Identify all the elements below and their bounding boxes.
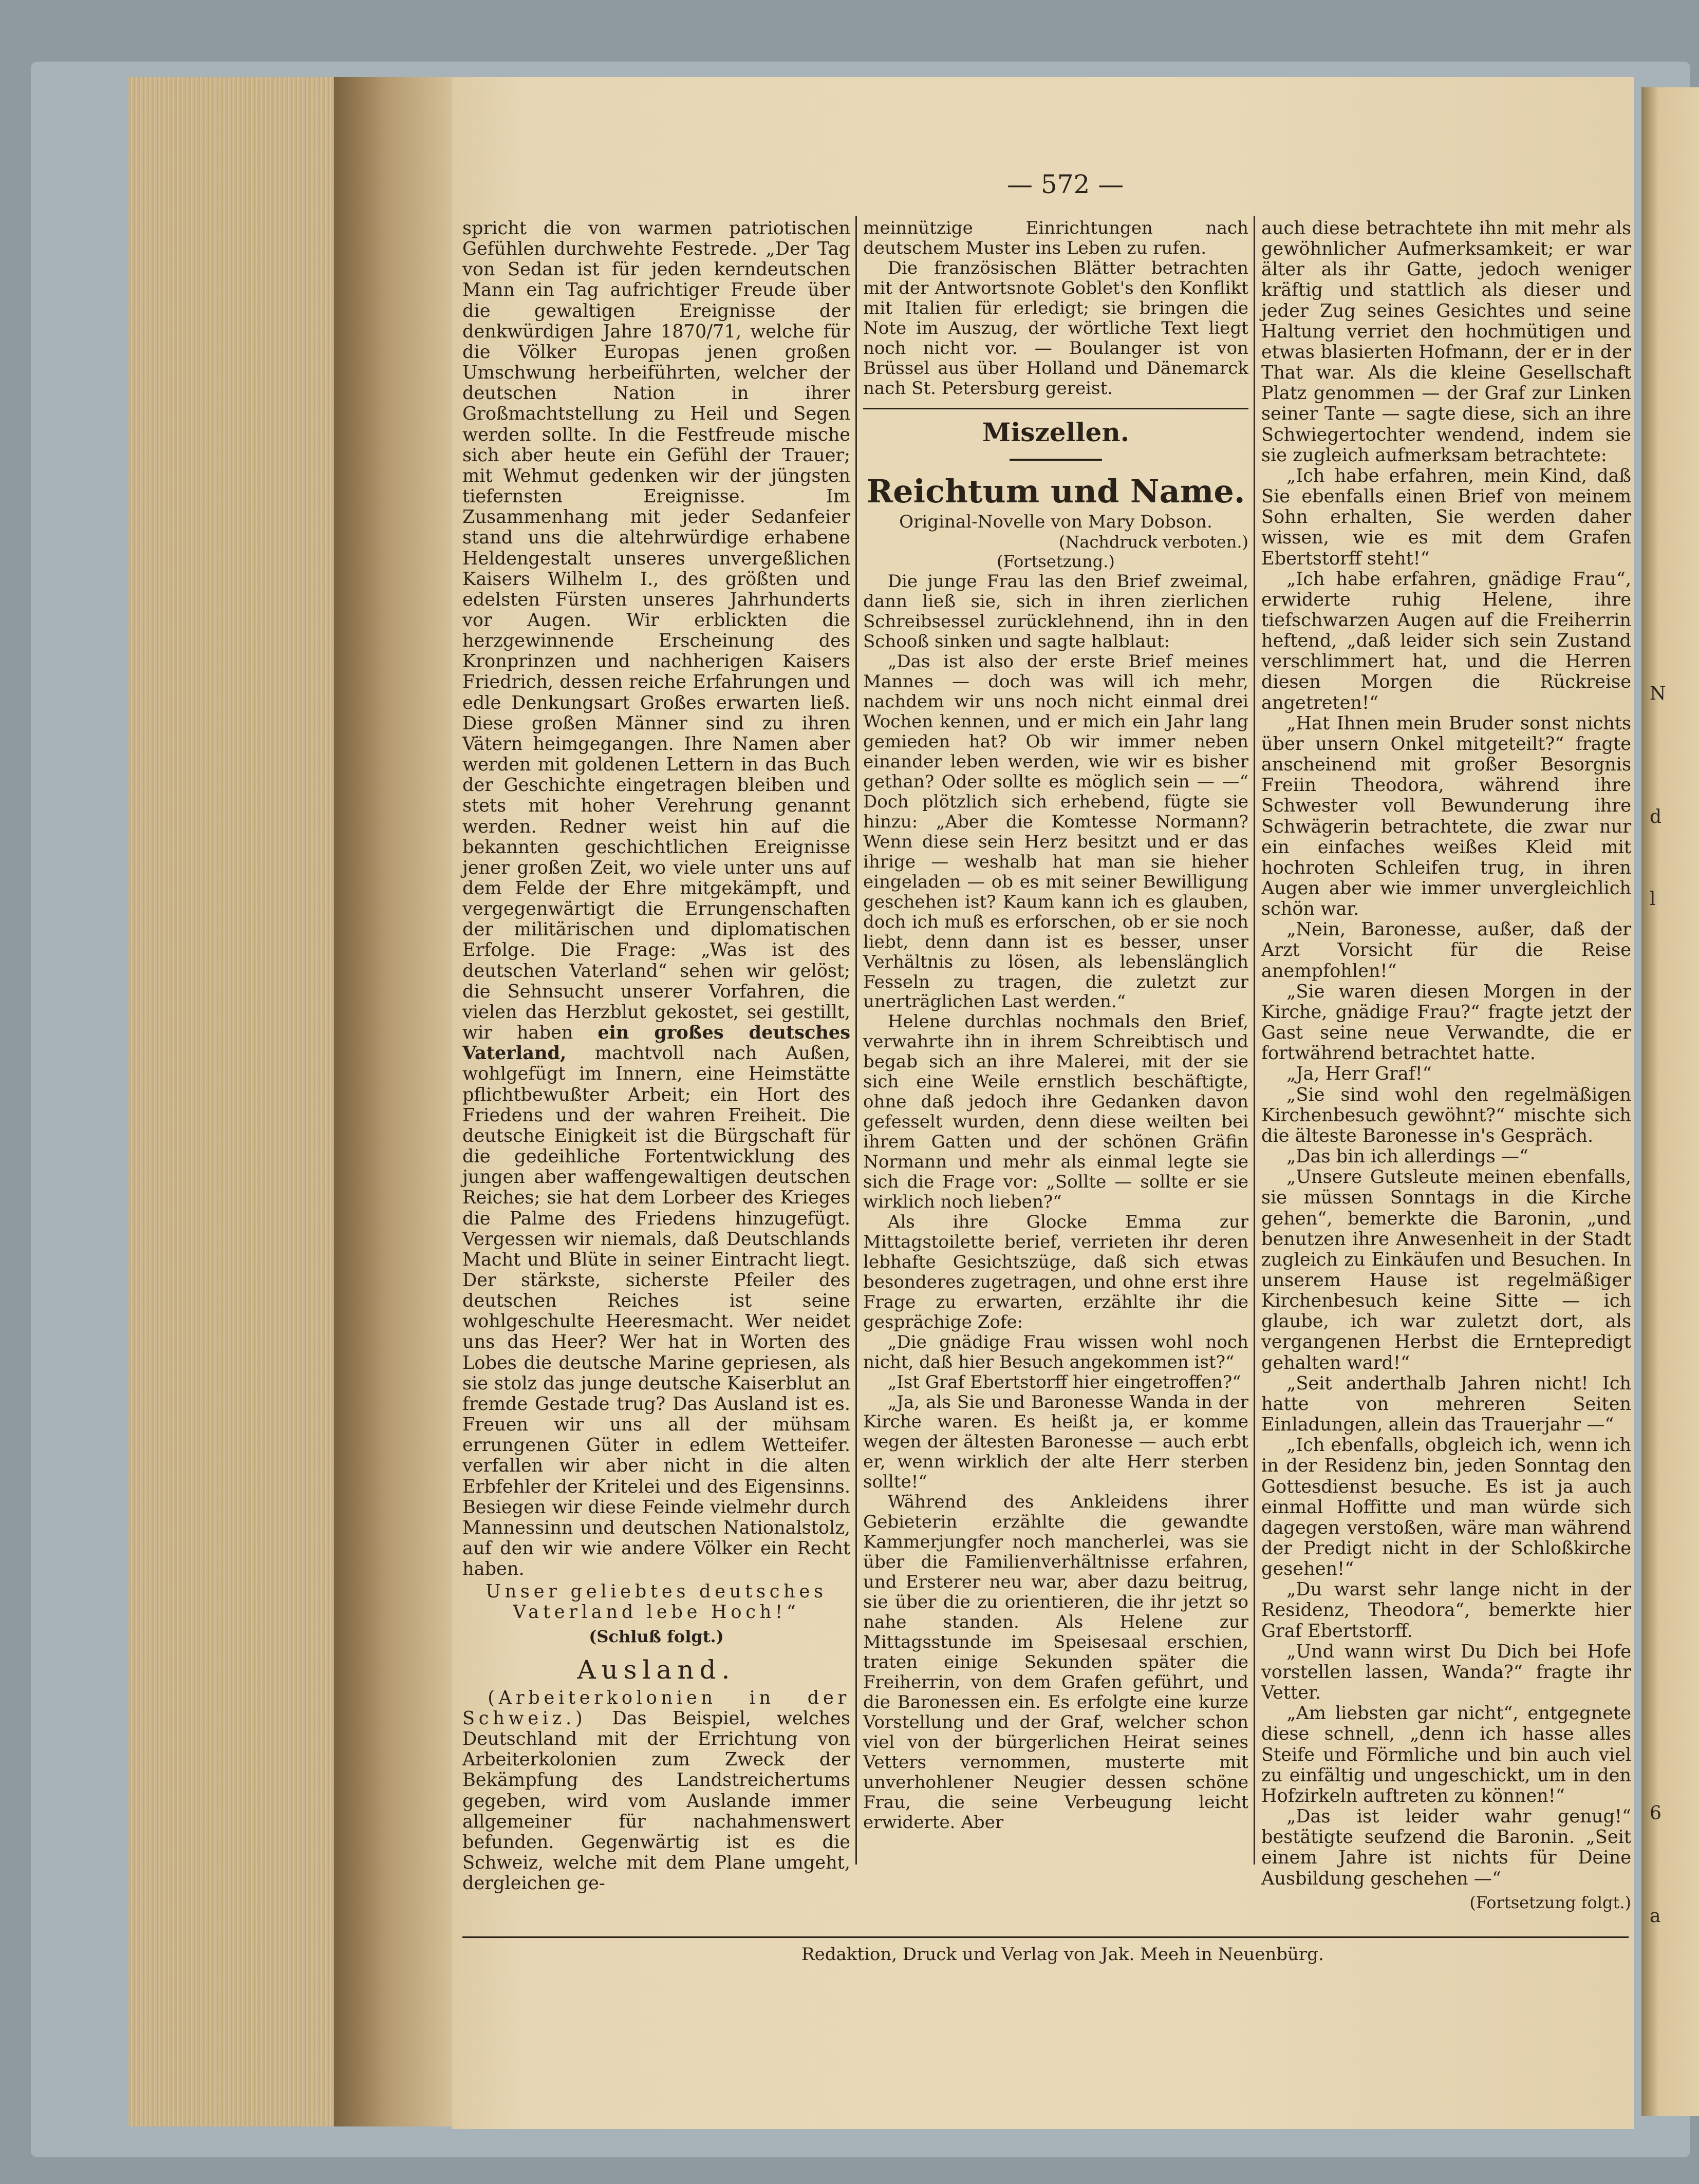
paragraph: „Ja, Herr Graf!“ [1286, 1063, 1432, 1085]
paragraph: „Du warst sehr lange nicht in der Residenz, Theodora“, bemerkte hier Graf Ebertstorff. [1261, 1579, 1631, 1642]
paragraph: „Und wann wirst Du Dich bei Hofe vorstellen lassen, Wanda?“ fragte ihr Vetter. [1261, 1641, 1631, 1704]
paragraph: „Das bin ich allerdings —“ [1286, 1146, 1528, 1168]
column-divider [855, 216, 857, 1865]
continuation-note: (Fortsetzung.) [997, 552, 1115, 572]
continued-note: (Fortsetzung folgt.) [1469, 1892, 1631, 1912]
paragraph: „Seit anderthalb Jahren nicht! Ich hatte von mehreren Seiten Einladungen, allein das Trauerjahr —“ [1261, 1372, 1631, 1436]
footer-rule [462, 1936, 1629, 1938]
section-heading-ausland: Ausland. [577, 1654, 736, 1685]
next-page-fragment: d [1650, 806, 1662, 827]
festrede-bold: ein großes deutsches Vaterland, [462, 1022, 850, 1064]
paragraph: „Das ist also der erste Brief meines Mannes — doch was will ich mehr, nachdem wir uns noch nicht einmal drei Wochen kennen, und er mich ein Jahr lang gemieden hat? Ob wir immer neben einander leben werden, wie wir es bisher gethan? Oder sollte es möglich sein — —“ Doch plötzlich sich erhebend, fügte sie hinzu: „Aber die Komtesse Normann? Wenn diese sein Herz besitzt und er das ihrige — weshalb hat man sie hieher eingeladen — ob es mit seiner Bewilligung geschehen ist? Kaum kann ich es glauben, doch ich muß es erforschen, ob er sie noch liebt, denn dann ist es besser, unser Verhältnis zu lösen, als lebenslänglich Fesseln zu tragen, die zuletzt zur unerträglichen Last werden.“ [863, 651, 1248, 1012]
ausland-paragraph [462, 1688, 850, 1894]
paragraph: Die französischen Blätter betrachten mit der Antwortsnote Goblet's den Konflikt mit Italien für erledigt; sie bringen die Note im Auszug, der wörtliche Text liegt noch nicht vor. — Boulanger ist von Brüssel aus über Holland und Dänemarck nach St. Petersburg gereist. [863, 257, 1248, 399]
paragraph: „Ist Graf Ebertstorff hier eingetroffen?“ [887, 1371, 1241, 1392]
novel-byline: Original-Novelle von Mary Dobson. [899, 511, 1212, 532]
closing-toast: Unser geliebtes deutsches Vaterland lebe Hoch!“ [486, 1581, 827, 1623]
paragraph: auch diese betrachtete ihn mit mehr als gewöhnlicher Aufmerksamkeit; er war älter als ihr Gatte, jedoch weniger kräftig und stattlich als dieser und jeder Zug seines Gesichtes und seine Haltung verriet den hochmütigen und etwas blasierten Hofmann, der er in der That war. Als die kleine Gesellschaft Platz genommen — der Graf zur Linken seiner Tante — sagte diese, sich an ihre Schwiegertochter wendend, indem sie sie zugleich aufmerksam betrachtete: [1261, 218, 1631, 466]
section-heading-miszellen: Miszellen. [982, 417, 1130, 447]
paragraph: „Die gnädige Frau wissen wohl noch nicht, daß hier Besuch angekommen ist?“ [863, 1331, 1248, 1372]
paragraph: „Am liebsten gar nicht“, entgegnete diese schnell, „denn ich hasse alles Steife und Förmliche und bin auch viel zu einfältig und ungeschickt, um in den Hofzirkeln auftreten zu können!“ [1261, 1703, 1631, 1806]
paragraph: „Sie sind wohl den regelmäßigen Kirchenbesuch gewöhnt?“ mischte sich die älteste Baronesse in's Gespräch. [1261, 1084, 1631, 1146]
next-page-edge [1641, 87, 1699, 2116]
next-page-fragment: a [1650, 1906, 1661, 1927]
next-page-fragment: l [1650, 889, 1656, 910]
ausland-text: Das Beispiel, welches Deutschland mit der Errichtung von Arbeiterkolonien zum Zweck der Bekämpfung des Landstreichertums gegeben, wird vom Auslande immer allgemeiner für nachahmenswert befunden. Gegenwärtig ist es die Schweiz, welche mit dem Plane umgeht, dergleichen ge- [462, 1707, 850, 1894]
page-edges [128, 77, 334, 2126]
festrede-text: spricht die von warmen patriotischen Gefühlen durchwehte Festrede. „Der Tag von Sedan ist für jeden kerndeutschen Mann ein Tag aufrichtiger Freude über die gewaltigen Ereignisse der denkwürdigen Jahre 1870/71, welche für die Völker Europas jenen großen Umschwung herbeiführten, welcher der deutschen Nation in ihrer Großmachtstellung zu Heil und Segen werden sollte. In die Festfreude mische sich aber heute ein Gefühl der Trauer; mit Wehmut gedenken wir der jüngsten tiefernsten Ereignisse. Im Zusammenhang mit jeder Sedanfeier stand uns die altehrwürdige erhabene Heldengestalt unseres unvergeßlichen Kaisers Wilhelm I., des größten und edelsten Fürsten unseres Jahrhunderts vor Augen. Wir erblickten die herzgewinnende Erscheinung des Kronprinzen und nachherigen Kaisers Friedrich, dessen reiche Erfahrungen und edle Denkungsart Großes erwarten ließ. Diese großen Männer sind zu ihren Vätern heimgegangen. Ihre Namen aber werden mit goldenen Lettern in das Buch der Geschichte eingetragen bleiben und stets mit hoher Verehrung genannt werden. Redner weist hin auf die bekannten geschichtlichen Ereignisse jener großen Zeit, wo viele unter uns auf dem Felde der Ehre mitgekämpft, und vergegenwärtigt die Errungenschaften der militärischen und diplomatischen Erfolge. Die Frage: „Was ist des deutschen Vaterland“ sehen wir gelöst; die Sehnsucht unserer Vorfahren, die vielen das Herzblut gekostet, sei gestillt, wir haben [462, 218, 850, 1044]
page-number: — 572 — [1007, 170, 1124, 199]
paragraph: Als ihre Glocke Emma zur Mittagstoilette berief, verrieten ihr deren lebhafte Gesichtszüge, daß sich etwas besonderes zugetragen, und ohne erst ihre Frage zu erwarten, erzählte ihr die gesprächige Zofe: [863, 1211, 1248, 1332]
reprint-notice: (Nachdruck verboten.) [1058, 532, 1248, 552]
paragraph: „Sie waren diesen Morgen in der Kirche, gnädige Frau?“ fragte jetzt der Gast seine neue Verwandte, die er fortwährend betrachtet hatte. [1261, 981, 1631, 1064]
paragraph: „Hat Ihnen mein Bruder sonst nichts über unsern Onkel mitgeteilt?“ fragte anscheinend mit großer Besorgnis Freiin Theodora, während ihre Schwester voll Bewunderung ihre Schwägerin betrachtete, die zwar nur ein einfaches weißes Kleid mit hochroten Schleifen trug, in ihren Augen aber wie immer unvergleichlich schön war. [1261, 712, 1631, 920]
ausland-lead: (Arbeiterkolonien in der Schweiz.) [462, 1687, 850, 1729]
section-rule [863, 408, 1248, 409]
paragraph: „Ich habe erfahren, mein Kind, daß Sie ebenfalls einen Brief von meinem Sohn erhalten, Sie werden daher wissen, wie es mit dem Grafen Ebertstorff steht!“ [1261, 465, 1631, 569]
paragraph: „Ich ebenfalls, obgleich ich, wenn ich in der Residenz bin, jeden Sonntag den Gottesdienst besuche. Es ist ja auch einmal Hoffitte und man würde sich dagegen verstoßen, wäre man während der Predigt nicht in der Schloßkirche gesehen!“ [1261, 1435, 1631, 1580]
paragraph: „Ich habe erfahren, gnädige Frau“, erwiderte ruhig Helene, ihre tiefschwarzen Augen auf die Freiherrin heftend, „daß leider sich sein Zustand verschlimmert hat, und die Herren diesen Morgen die Rückreise angetreten!“ [1261, 568, 1631, 713]
novel-title: Reichtum und Name. [866, 472, 1245, 510]
column-middle [863, 218, 1248, 1832]
next-page-fragment: 6 [1650, 1803, 1661, 1824]
column-divider [1254, 216, 1255, 1865]
festrede-text-rest: machtvoll nach Außen, wohlgefügt im Innern, eine Heimstätte pflichtbewußter Arbeit; ein Hort des Friedens und der wahren Freiheit. Die deutsche Einigkeit ist die Bürgschaft für die gedeihliche Fortentwicklung des jungen aber waffengewaltigen deutschen Reiches; sie hat dem Lorbeer des Krieges die Palme des Friedens hinzugefügt. Vergessen wir niemals, daß Deutschlands Macht und Blüte in seiner Eintracht liegt. Der stärkste, sicherste Pfeiler des deutschen Reiches ist seine wohlgeschulte Heeresmacht. Wer neidet uns das Heer? Wer hat in Worten des Lobes die deutsche Marine gepriesen, als sie stolz das junge deutsche Kaiserblut an fremde Gestade trug? Das Ausland ist es. Freuen wir uns all der mühsam errungenen Güter in edlem Wetteifer. verfallen wir aber nicht in die alten Erbfehler der Kritelei und des Eigensinns. Besiegen wir diese Feinde vielmehr durch Mannessinn und deutschen Nationalstolz, auf den wir wie andere Völker ein Recht haben. [462, 1043, 851, 1580]
paragraph: „Das ist leider wahr genug!“ bestätigte seufzend die Baronin. „Seit einem Jahre ist nichts für Deine Ausbildung geschehen —“ [1261, 1806, 1631, 1889]
column-right [1261, 218, 1631, 1913]
publisher-imprint: Redaktion, Druck und Verlag von Jak. Meeh in Neuenbürg. [801, 1944, 1324, 1965]
festrede-paragraph [462, 218, 850, 1579]
column-left [462, 218, 850, 1894]
gutter-shadow [334, 77, 468, 2126]
paragraph: „Ja, als Sie und Baronesse Wanda in der Kirche waren. Es heißt ja, er komme wegen der ältesten Baronesse — auch erbt er, wenn wirklich der alte Herr sterben sollte!“ [863, 1391, 1248, 1493]
paragraph: „Nein, Baronesse, außer, daß der Arzt Vorsicht für die Reise anempfohlen!“ [1261, 919, 1631, 982]
next-page-fragment: N [1650, 683, 1666, 704]
small-rule [1010, 459, 1102, 461]
paragraph: „Unsere Gutsleute meinen ebenfalls, sie müssen Sonntags in die Kirche gehen“, bemerkte die Baronin, „und benutzen ihre Anwesenheit in der Stadt zugleich zu Einkäufen und Besuchen. In unserem Hause ist regelmäßiger Kirchenbesuch keine Sitte — ich glaube, ich war zuletzt dort, als vergangenen Herbst die Erntepredigt gehalten ward!“ [1261, 1166, 1631, 1373]
continued-note: (Schluß folgt.) [589, 1626, 724, 1646]
paragraph: meinnützige Einrichtungen nach deutschem Muster ins Leben zu rufen. [863, 218, 1248, 258]
paragraph: Helene durchlas nochmals den Brief, verwahrte ihn in ihrem Schreibtisch und begab sich an ihre Malerei, mit der sie sich eine Weile ernstlich beschäftigte, ohne daß jedoch ihre Gedanken davon gefesselt wurden, denn diese weilten bei ihrem Gatten und der schönen Gräfin Normann und mehr als einmal legte sie sich die Frage vor: „Sollte — sollte er sie wirklich noch lieben?“ [863, 1011, 1248, 1212]
paragraph: Während des Ankleidens ihrer Gebieterin erzählte die gewandte Kammerjungfer noch mancherlei, was sie über die Familienverhältnisse erfahren, und Ersterer neu war, aber dazu beitrug, sie über die zu orientieren, die ihr jetzt so nahe standen. Als Helene zur Mittagsstunde im Speisesaal erschien, traten einige Sekunden später die Freiherrin, von dem Grafen geführt, und die Baronessen ein. Es erfolgte eine kurze Vorstellung und der Graf, welcher schon viel von der bürgerlichen Heirat seines Vetters vernommen, musterte mit unverhohlener Neugier dessen schöne Frau, die seine Verbeugung leicht erwiderte. Aber [863, 1492, 1248, 1833]
paragraph: Die junge Frau las den Brief zweimal, dann ließ sie, sich in ihren zierlichen Schreibsessel zurücklehnend, ihn in den Schooß sinken und sagte halblaut: [863, 571, 1248, 652]
